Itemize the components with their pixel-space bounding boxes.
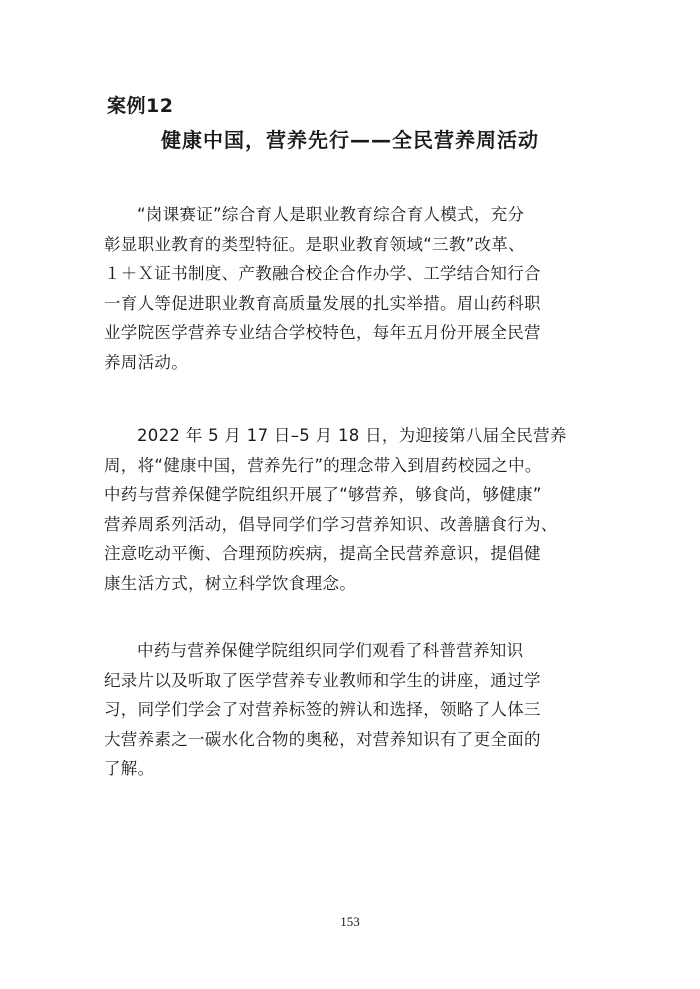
case-label: 案例12 (107, 95, 174, 117)
paragraph-line: 纪录片以及听取了医学营养专业教师和学生的讲座，通过学 (104, 670, 541, 690)
paragraph-line: 中药与营养保健学院组织同学们观看了科普营养知识 (137, 641, 524, 660)
paragraph-line: １＋Ｘ证书制度、产教融合校企合作办学、工学结合知行合 (104, 264, 541, 284)
paragraph-line: 注意吃动平衡、合理预防疾病，提高全民营养意识，提倡健 (104, 544, 541, 564)
paragraph-line: 中药与营养保健学院组织开展了“够营养，够食尚，够健康” (104, 485, 542, 505)
paragraph-line: 养周活动。 (104, 352, 188, 372)
paragraph-line: 2022 年 5 月 17 日–5 月 18 日，为迎接第八届全民营养 (137, 426, 567, 445)
paragraph-line: 营养周系列活动，倡导同学们学习营养知识、改善膳食行为、 (104, 514, 558, 534)
paragraph-1 (104, 200, 604, 378)
paragraph-line: 大营养素之一碳水化合物的奥秘，对营养知识有了更全面的 (104, 729, 541, 749)
document-title: 健康中国，营养先行——全民营养周活动 (161, 128, 539, 152)
paragraph-line: 一育人等促进职业教育高质量发展的扎实举措。眉山药科职 (104, 293, 541, 313)
paragraph-line: 康生活方式，树立科学饮食理念。 (104, 573, 356, 593)
paragraph-line: 周，将“健康中国，营养先行”的理念带入到眉药校园之中。 (104, 455, 542, 475)
page-number: 153 (340, 914, 360, 929)
paragraph-line: 业学院医学营养专业结合学校特色，每年五月份开展全民营 (104, 323, 541, 343)
paragraph-line: 了解。 (104, 759, 155, 779)
paragraph-line: “岗课赛证”综合育人是职业教育综合育人模式，充分 (137, 205, 525, 224)
paragraph-3 (104, 636, 604, 784)
paragraph-line: 习，同学们学会了对营养标签的辨认和选择，领略了人体三 (104, 700, 541, 720)
paragraph-2 (104, 421, 604, 599)
paragraph-line: 彰显职业教育的类型特征。是职业教育领域“三教”改革、 (104, 234, 525, 254)
